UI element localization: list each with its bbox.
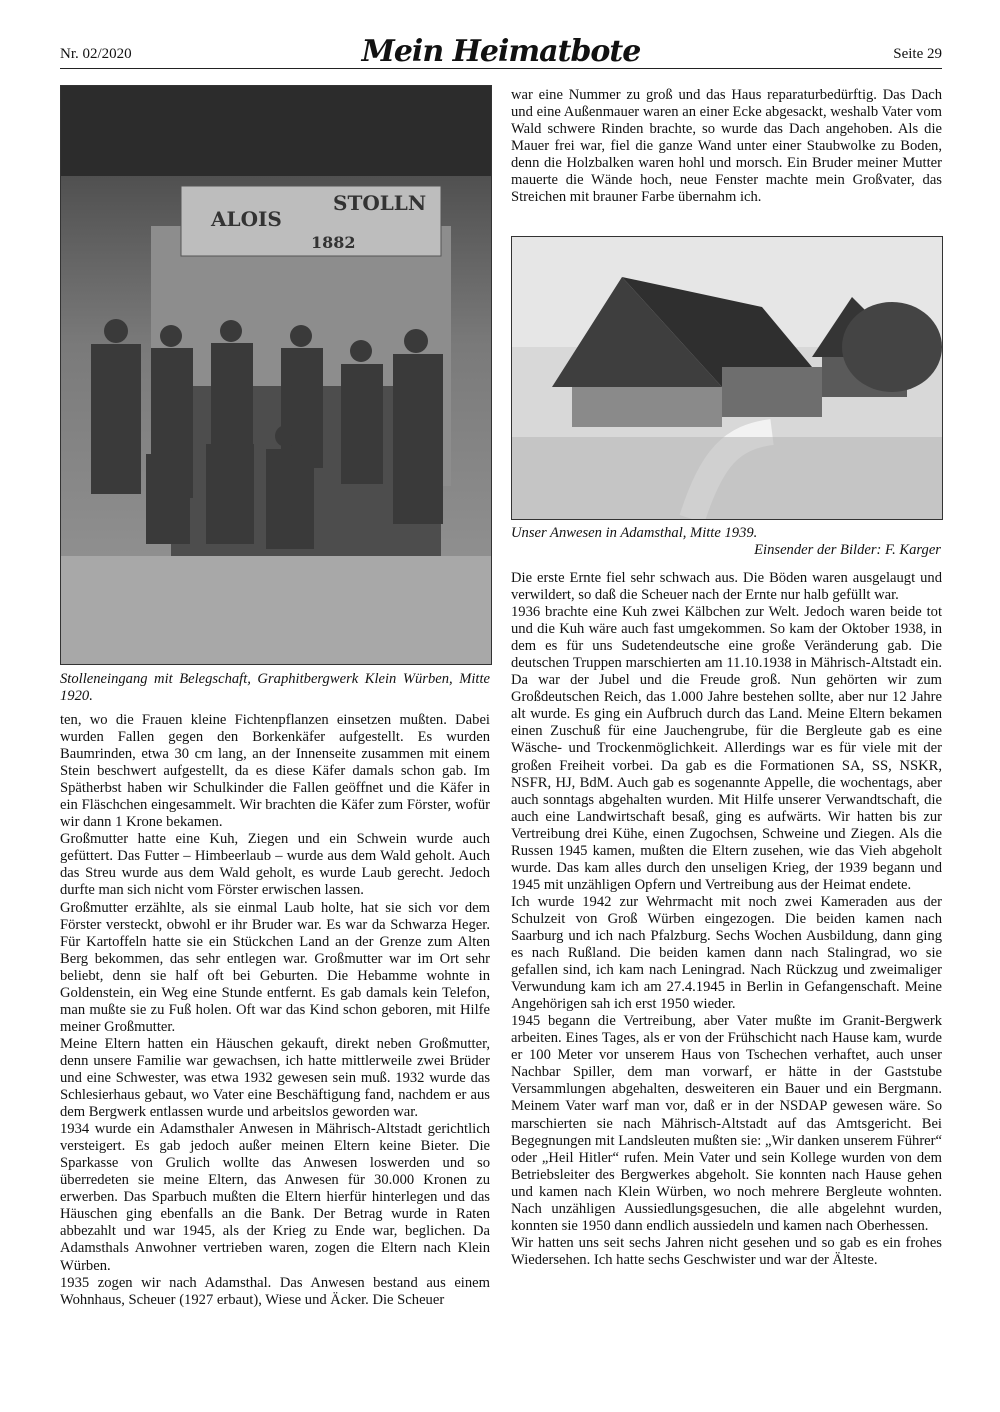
right-text-column-top [511,87,942,206]
masthead-logo: Mein Heimatbote [361,34,641,69]
mine-photo-caption: Stolleneingang mit Belegschaft, Graphitbergwerk Klein Würben, Mitte 1920. [60,671,490,705]
left-text-column [60,712,490,1309]
mine-sign-right-text: STOLLN [333,191,427,215]
header-rule [60,68,942,69]
paragraph: war eine Nummer zu groß und das Haus reparaturbedürftig. Das Dach und eine Außenmauer waren an einer Ecke abgesackt, weshalb Vater vom Wald schwere Rinden brachte, so wurde das Dach angehoben. Als die Mauer frei war, fiel die ganze Wand unter einer Staubwolke zu Boden, denn die Holzbalken waren hohl und morsch. Ein Bruder meiner Mutter mauerte die Wände hoch, neue Fenster machte mein Großvater, das Streichen mit brauner Farbe übernahm ich. [511,87,942,206]
paragraph: 1945 begann die Vertreibung, aber Vater mußte im Granit-Bergwerk arbeiten. Eines Tages, als er von der Frühschicht nach Hause kam, wurde er 100 Meter vor unserem Haus von Tschechen verhaftet, auch unser Nachbar Spiller, dem man vorwarf, er hätte in der Gaststube Versammlungen abgehalten, desweiteren ein Bauer und ein Bergmann. Meinem Vater warf man vor, daß er in der NSDAP gewesen wäre. So marschierten sie nach Mährisch-Altstadt auf das Amtsgericht. Bei Begegnungen mit Landsleuten mußten sie: „Wir danken unserem Führer“ oder „Heil Hitler“ rufen. Mein Vater und sein Kollege wurden von dem Betriebsleiter des Bergwerkes abgeholt. Sie konnten nach Hause gehen und kamen nach Klein Würben, wo noch mehrere Bergleute wohnten. Nach unzähligen Aussiedlungsgesuchen, die alle abgelehnt wurden, konnten sie 1950 dann endlich aussiedeln und kamen nach Oberhessen. [511,1013,942,1234]
issue-number: Nr. 02/2020 [60,46,132,62]
page-number: Seite 29 [893,46,942,62]
photo-credit: Einsender der Bilder: F. Karger [754,542,941,559]
paragraph: Großmutter hatte eine Kuh, Ziegen und ein Schwein wurde auch gefüttert. Das Futter – Himbeerlaub – wurde aus dem Wald geholt. Auch das Streu wurde aus dem Wald geholt, es wurde Laub gerecht. Jedoch durfte man sich nicht vom Förster erwischen lassen. [60,831,490,899]
mine-entrance-illustration [61,86,491,664]
page-header [60,34,942,70]
farmstead-illustration [512,237,942,519]
mine-sign-year-text: 1882 [311,233,356,252]
paragraph: Wir hatten uns seit sechs Jahren nicht gesehen und so gab es ein frohes Wiedersehen. Ich hatte sechs Geschwister und war der Älteste. [511,1234,942,1268]
mine-entrance-photo [60,85,492,665]
paragraph: 1935 zogen wir nach Adamsthal. Das Anwesen bestand aus einem Wohnhaus, Scheuer (1927 erbaut), Wiese und Äcker. Die Scheuer [60,1274,490,1308]
paragraph: 1936 brachte eine Kuh zwei Kälbchen zur Welt. Jedoch waren beide tot und die Kuh wäre auch fast umgekommen. So kam der Oktober 1938, in dem es für uns Sudetendeutsche eine große Veränderung gab. Die deutschen Truppen marschierten am 11.10.1938 in Mährisch-Altstadt ein. Da war der Jubel und die Freude groß. Nun gehörten wir zum Großdeutschen Reich, das 1.000 Jahre bestehen sollte, aber nur 12 Jahre alt wurde. Es ging ein Aufbruch durch das Land. Meine Eltern bekamen einen Zuschuß für eine Jauchengrube, für die Bergleute gab es eine Wäsche- und Trockenmöglichkeit. Allerdings war es für viele mit der großen Freiheit vorbei. Da gab es die Formationen SA, SS, NSKR, NSFR, HJ, BdM. Auch gab es sogenannte Appelle, die wochentags, aber auch sonntags abgehalten wurden. Mit Hilfe unserer Verwandtschaft, die auch eine Landwirtschaft besaß, ging es aufwärts. Wir hatten bis zur Vertreibung drei Kühe, einen Zugochsen, Schweine und Ziegen. Als die Russen 1945 kamen, mußten die Eltern zusehen, wie das Vieh abgeholt wurde. Das kam alles durch den unseligen Krieg, der 1939 begann und 1945 mit unzähligen Opfern und Vertreibung aus der Heimat endete. [511,604,942,893]
paragraph: Die erste Ernte fiel sehr schwach aus. Die Böden waren ausgelaugt und verwildert, so daß die Scheuer nach der Ernte nur halb gefüllt war. [511,570,942,604]
caption-text: Unser Anwesen in Adamsthal, Mitte 1939. [511,525,758,541]
paragraph: Großmutter erzählte, als sie einmal Laub holte, hat sie sich vor dem Förster versteckt, obwohl er ihr Bruder war. Es war da Schwarza Heger. Für Kartoffeln hatte sie ein Stückchen Land an der Grenze zum Alten Berg bekommen, das sehr entlegen war. Großmutter war im Ort sehr beliebt, denn sie half oft bei Geburten. Die Hebamme wohnte in Goldenstein, ein Weg eine Stunde entfernt. Es gab damals kein Telefon, man mußte sie zu Fuß holen. Oft war das Kind schon geboren, mit Hilfe meiner Großmutter. [60,899,490,1035]
paragraph: Ich wurde 1942 zur Wehrmacht mit noch zwei Kameraden aus der Schulzeit von Groß Würben eingezogen. Die beiden kamen nach Saarburg und ich nach Pfalzburg. Sechs Wochen Ausbildung, dann ging es nach Rußland. Die beiden kamen dann nach Stalingrad, wo sie gefallen sind, ich kam nach Leningrad. Nach Rückzug und zweimaliger Verwundung kam ich am 27.4.1945 in Berlin in Gefangenschaft. Meine Angehörigen sah ich erst 1950 wieder. [511,893,942,1013]
mine-sign-left-text: ALOIS [211,207,282,231]
farmstead-photo-caption [511,525,941,559]
paragraph: ten, wo die Frauen kleine Fichtenpflanzen einsetzen mußten. Dabei wurden Fallen gegen den Borkenkäfer aufgestellt. Es wurden Baumrinden, etwa 30 cm lang, an der Innenseite zusammen mit einem Stein beschwert aufgestellt, da es diese Käfer damals schon gab. Im Spätherbst haben wir Schulkinder die Fallen geöffnet und die Käfer in ein Fläschchen eingesammelt. Wir brachten die Käfer zum Förster, wofür wir dann 1 Krone bekamen. [60,712,490,831]
farmstead-photo [511,236,943,520]
paragraph: 1934 wurde ein Adamsthaler Anwesen in Mährisch-Altstadt gerichtlich versteigert. Es gab jedoch außer meinen Eltern keine Bieter. Die Sparkasse von Grulich wollte das Anwesen loswerden und so überredeten sie meine Eltern, das Anwesen für 30.000 Kronen zu erwerben. Das Sparbuch mußten die Eltern hierfür hinterlegen und das Häuschen ging ebenfalls an die Bank. Der Betrag wurde in Raten abbezahlt und war 1945, als der Krieg zu Ende war, beglichen. Da Adamsthals Anwohner vertrieben waren, zogen die Eltern nach Klein Würben. [60,1121,490,1274]
right-text-column-bottom [511,570,942,1269]
paragraph: Meine Eltern hatten ein Häuschen gekauft, direkt neben Großmutter, denn unsere Familie war gewachsen, ich hatte mittlerweile zwei Brüder und eine Schwester, was etwa 1932 gewesen sein muß. 1932 wurde das Schlesierhaus gebaut, wo Vater eine Beschäftigung fand, nachdem er aus dem Bergwerk entlassen wurde und arbeitslos geworden war. [60,1035,490,1121]
